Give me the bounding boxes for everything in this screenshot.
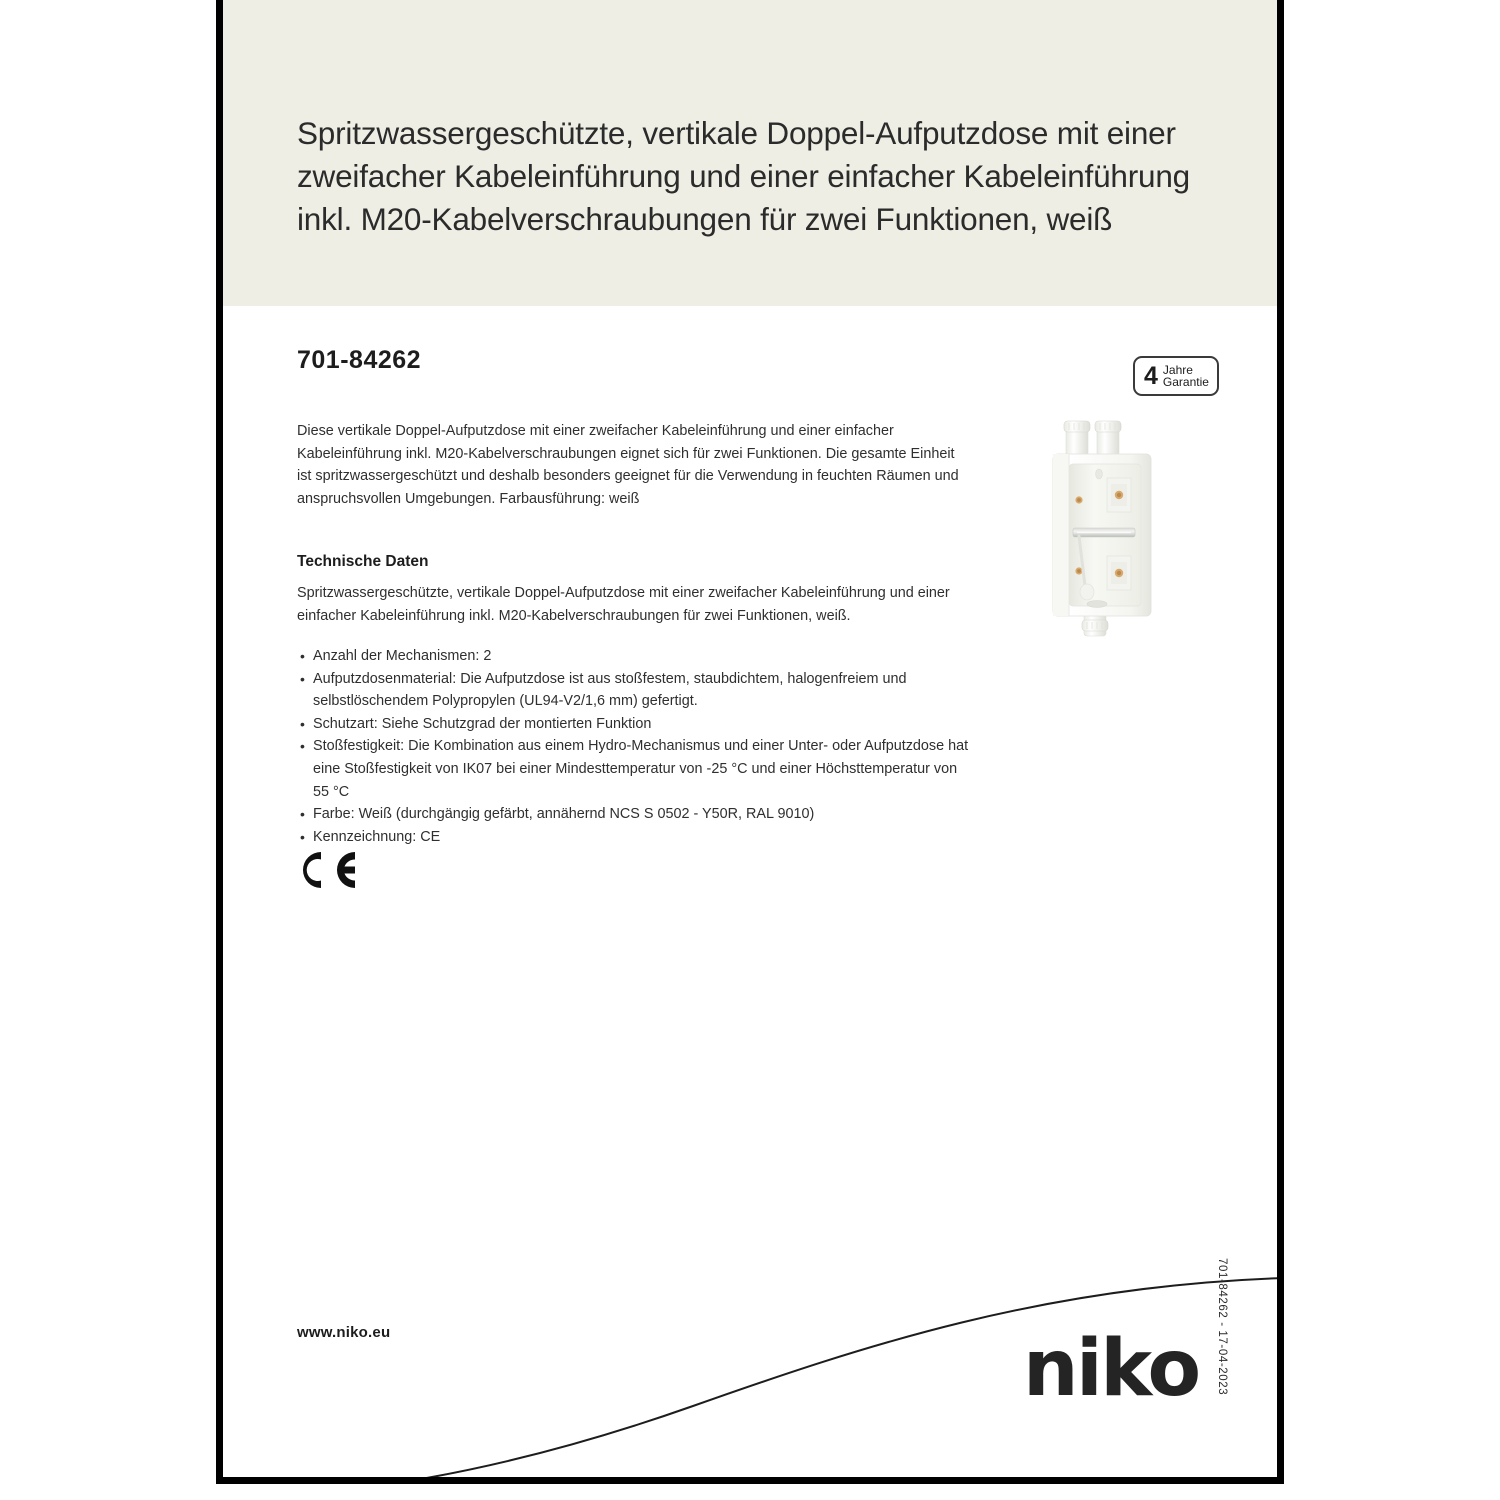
datasheet-page (216, 0, 1284, 1484)
technical-data-item: • Farbe: Weiß (durchgängig gefärbt, annähernd NCS S 0502 - Y50R, RAL 9010) (297, 803, 977, 826)
document-reference: 701-84262 - 17-04-2023 (1216, 1258, 1228, 1396)
product-description: Diese vertikale Doppel-Aufputzdose mit einer zweifacher Kabeleinführung und einer einfacher Kabeleinführung inkl. M20-Kabelverschraubungen eignet sich für zwei Funktionen. Die gesamte Einheit ist spritzwassergeschützt und deshalb besonders geeignet für die Verwendung in feuchten Räumen und anspruchsvollen Umgebungen. Farbausführung: weiß (297, 423, 959, 507)
technical-data-item: • Aufputzdosenmaterial: Die Aufputzdose ist aus stoßfestem, staubdichtem, halogenfreiem und selbstlöschendem Polypropylen (UL94-V2/1,6 mm) gefertigt. (297, 668, 977, 713)
page-title: Spritzwassergeschützte, vertikale Doppel-Aufputzdose mit einer zweifacher Kabeleinführung und einer einfacher Kabeleinführung inkl. M20-Kabelverschraubungen für zwei Funktionen, weiß (297, 115, 1190, 237)
warranty-years: 4 (1144, 361, 1158, 390)
technical-data-intro: Spritzwassergeschützte, vertikale Doppel-Aufputzdose mit einer zweifacher Kabeleinführung und einer einfacher Kabeleinführung inkl. M20-Kabelverschraubungen für zwei Funktionen, weiß. (297, 585, 950, 624)
technical-data-item: • Kennzeichnung: CE (297, 826, 977, 849)
technical-data-item: • Anzahl der Mechanismen: 2 (297, 645, 977, 668)
header-band (223, 0, 1277, 306)
technical-data-heading: Technische Daten (297, 553, 429, 570)
warranty-line-2: Garantie (1162, 375, 1209, 389)
niko-logo: niko (1023, 1324, 1199, 1414)
warranty-badge (1133, 356, 1219, 396)
article-number: 701-84262 (297, 346, 422, 374)
technical-data-item: • Stoßfestigkeit: Die Kombination aus einem Hydro-Mechanismus und einer Unter- oder Aufputzdose hat eine Stoßfestigkeit von IK07 bei einer Mindesttemperatur von -25 °C und einer Höchsttemperatur von 55 °C (297, 735, 977, 803)
surface-mounted-box-body (1053, 454, 1151, 616)
warranty-line-1: Jahre (1162, 362, 1193, 377)
website-link[interactable]: www.niko.eu (297, 1324, 391, 1341)
cable-gland-top-left (1064, 421, 1090, 456)
product-photo (1033, 408, 1213, 653)
ce-mark-icon (297, 846, 357, 894)
cable-gland-top-right (1095, 421, 1121, 456)
technical-data-item: • Schutzart: Siehe Schutzgrad der montierten Funktion (297, 713, 977, 736)
technical-data-list (297, 645, 977, 848)
warranty-text (1163, 364, 1209, 389)
